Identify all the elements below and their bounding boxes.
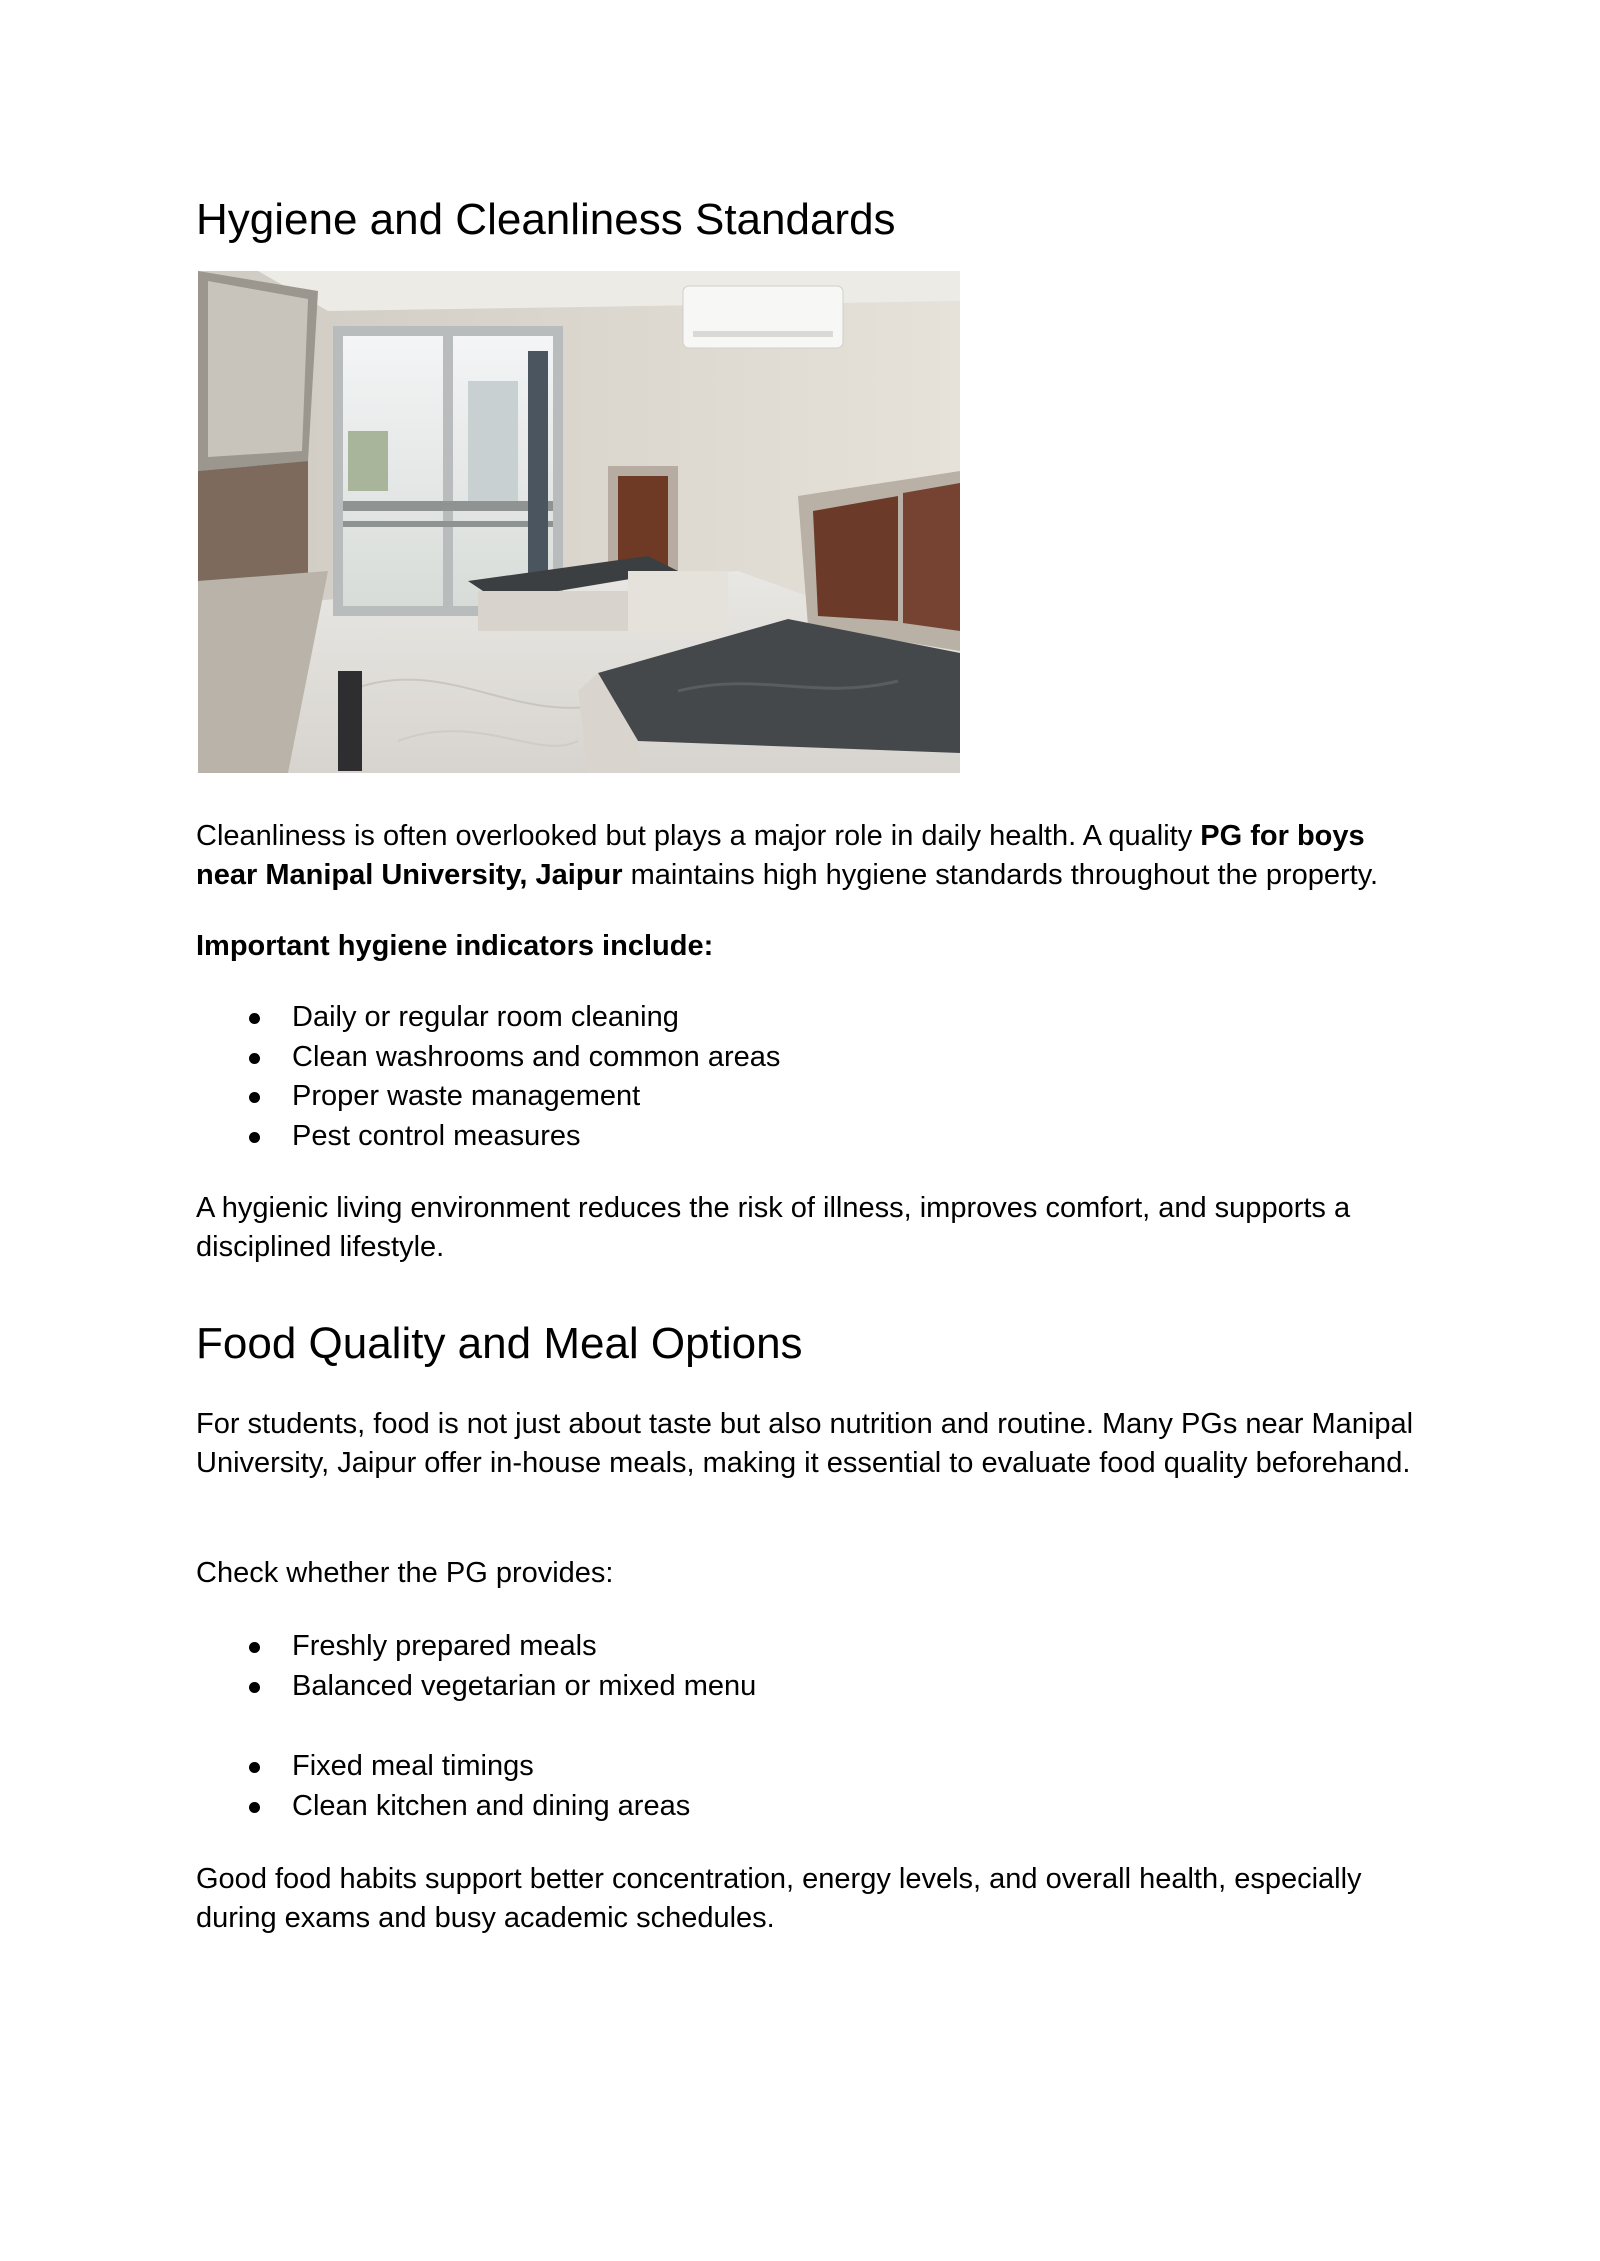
list-item [196,998,780,1038]
food-provides-list-1 [196,1627,756,1706]
food-closing-paragraph: Good food habits support better concentration, energy levels, and overall health, especially during exams and busy academic schedules. [196,1863,1362,1934]
list-item [196,1038,780,1078]
list-item [196,1077,780,1117]
section-heading-hygiene: Hygiene and Cleanliness Standards [196,195,896,244]
bullet-icon [249,1013,260,1024]
bullet-icon [249,1682,260,1693]
bullet-icon [249,1053,260,1064]
section-heading-food: Food Quality and Meal Options [196,1319,803,1368]
list-item-text: Daily or regular room cleaning [292,1001,679,1033]
bullet-icon [249,1132,260,1143]
list-item-text: Fixed meal timings [292,1750,534,1782]
bullet-icon [249,1762,260,1773]
hygiene-closing-paragraph: A hygienic living environment reduces the risk of illness, improves comfort, and supports a disciplined lifestyle. [196,1192,1351,1263]
food-check-label: Check whether the PG provides: [196,1557,614,1589]
food-provides-list-2 [196,1747,690,1826]
hygiene-indicators-list [196,998,780,1156]
intro-text-end: maintains high hygiene standards throughout the property. [622,859,1379,891]
list-item [196,1627,756,1667]
intro-text-start: Cleanliness is often overlooked but plays a major role in daily health. A quality [196,820,1201,852]
list-item-text: Clean kitchen and dining areas [292,1789,691,1822]
list-item-text: Balanced vegetarian or mixed menu [292,1669,757,1702]
food-intro-paragraph: For students, food is not just about taste but also nutrition and routine. Many PGs near Manipal University, Jaipur offer in-house meals, making it essential to evaluate food quality beforehand. [196,1408,1414,1479]
hygiene-intro-paragraph [196,817,1416,895]
list-item [196,1117,780,1157]
list-item-text: Pest control measures [292,1119,581,1152]
list-item-text: Freshly prepared meals [292,1630,597,1662]
room-photo [198,271,960,773]
hygiene-indicators-label [196,927,1416,966]
indicators-label-text: Important hygiene indicators include: [196,930,714,962]
list-item-text: Clean washrooms and common areas [292,1040,781,1073]
list-item [196,1667,756,1707]
bullet-icon [249,1092,260,1103]
intro-bold-text: PG for boys near Manipal University, Jaipur [196,820,1365,891]
list-item [196,1787,690,1827]
list-item [196,1747,690,1787]
bullet-icon [249,1642,260,1653]
bullet-icon [249,1802,260,1813]
list-item-text: Proper waste management [292,1080,641,1112]
